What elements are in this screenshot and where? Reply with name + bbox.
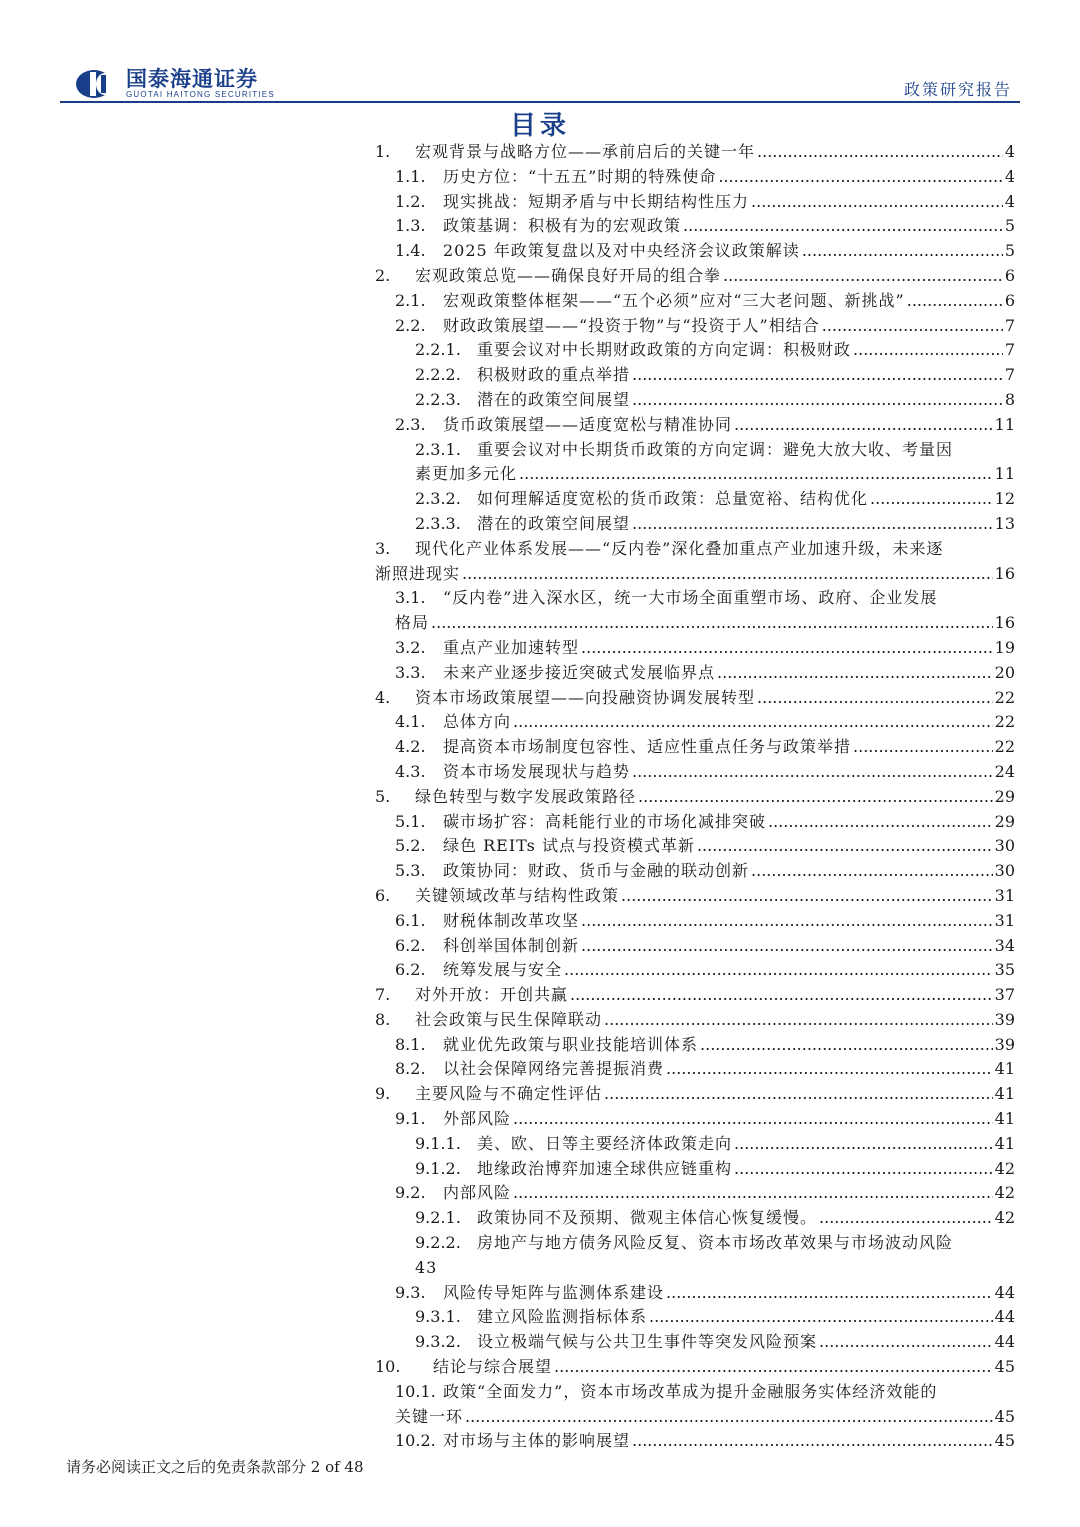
toc-entry[interactable] [375,190,1015,215]
toc-entry-page[interactable]: 22 [994,712,1015,732]
toc-entry-page[interactable]: 4 [1004,142,1015,161]
toc-entry-title[interactable]: 资本市场发展现状与趋势 [443,761,631,781]
toc-entry-number[interactable]: 2.2. [395,315,426,335]
toc-entry-page[interactable]: 29 [994,811,1015,831]
toc-entry-number[interactable]: 5. [375,786,391,806]
toc-leader-dots [462,562,993,587]
toc-entry-title-continued[interactable]: 素更加多元化 [415,464,518,484]
toc-leader-dots [519,462,993,487]
toc-entry-page[interactable]: 44 [994,1332,1015,1352]
toc-entry[interactable] [375,1380,1015,1430]
toc-entry-number[interactable]: 9.1.2. [415,1158,461,1178]
toc-entry[interactable] [375,785,1015,810]
toc-entry[interactable] [375,1305,1015,1330]
toc-entry-title[interactable]: 重点产业加速转型 [443,637,580,657]
toc-entry-page[interactable]: 5 [1004,216,1015,236]
toc-entry[interactable] [375,586,1015,636]
toc-leader-dots [757,686,993,711]
toc-title: 目录 [509,111,570,141]
toc-entry-title[interactable]: 地缘政治博弈加速全球供应链重构 [477,1158,733,1178]
toc-entry-number[interactable]: 9. [375,1084,391,1104]
toc-entry-number[interactable]: 10.1. [395,1381,436,1401]
toc-entry[interactable] [375,239,1015,264]
toc-entry-number[interactable]: 9.3.2. [415,1332,461,1352]
toc-leader-dots [853,735,993,760]
toc-entry-number[interactable]: 9.2. [395,1183,426,1203]
toc-leader-dots [768,810,993,835]
toc-entry[interactable] [375,438,1015,488]
page-footer: 请务必阅读正文之后的免责条款部分 2 of 48 [66,1458,364,1476]
toc-entry-page[interactable]: 7 [1004,365,1015,385]
toc-entry-page[interactable]: 16 [994,563,1015,583]
toc-entry-title[interactable]: 美、欧、日等主要经济体政策走向 [477,1133,733,1153]
toc-entry-page[interactable]: 7 [1004,315,1015,335]
toc-entry-number[interactable]: 9.2.1. [415,1208,461,1228]
toc-leader-dots [666,1281,993,1306]
toc-entry-title[interactable]: 建立风险监测指标体系 [477,1307,648,1327]
toc-entry[interactable] [375,983,1015,1008]
toc-entry[interactable] [375,537,1015,587]
toc-leader-dots [751,190,1003,215]
toc-entry-page[interactable]: 44 [994,1282,1015,1302]
toc-leader-dots [632,388,1003,413]
toc-entry-title[interactable]: 风险传导矩阵与监测体系建设 [443,1282,665,1302]
brand-logo-mark-icon [74,68,118,100]
toc-entry-page[interactable]: 12 [994,489,1015,509]
toc-entry-page[interactable]: 6 [1004,290,1015,310]
toc-leader-dots [632,760,993,785]
toc-leader-dots [604,1008,993,1033]
toc-entry-number[interactable]: 2.1. [395,290,426,310]
toc-entry-number[interactable]: 6.2. [395,960,426,980]
toc-entry-title[interactable]: 财税体制改革攻坚 [443,910,580,930]
toc-entry-title[interactable]: 历史方位：“十五五”时期的特殊使命 [443,166,717,186]
toc-leader-dots [581,909,993,934]
toc-leader-dots [819,1206,993,1231]
toc-leader-dots [802,239,1003,264]
toc-entry-page[interactable]: 45 [994,1357,1015,1377]
report-type-label: 政策研究报告 [903,80,1012,99]
toc-entry-number[interactable]: 2.2.2. [415,365,461,385]
toc-leader-dots [632,512,993,537]
toc-entry-page[interactable]: 16 [994,613,1015,633]
toc-leader-dots [666,1057,993,1082]
brand-logo [74,68,275,100]
toc-entry-number[interactable]: 10. [375,1357,401,1377]
toc-entry-title-continued[interactable]: 渐照进现实 [375,563,461,583]
toc-entry-page[interactable]: 22 [994,737,1015,757]
brand-name-en: GUOTAI HAITONG SECURITIES [126,90,275,99]
toc-leader-dots [564,958,993,983]
toc-leader-dots [822,314,1003,339]
toc-entry-title[interactable]: 绿色 REITs 试点与投资模式革新 [443,836,695,856]
toc-entry-number[interactable]: 2.2.3. [415,389,461,409]
toc-entry-title[interactable]: 政策协同不及预期、微观主体信心恢复缓慢。 [477,1208,818,1228]
toc-entry-page[interactable]: 37 [994,985,1015,1005]
toc-leader-dots [819,1330,993,1355]
toc-entry[interactable] [375,1008,1015,1033]
toc-leader-dots [632,363,1003,388]
toc-entry-page[interactable]: 20 [994,662,1015,682]
toc-entry[interactable] [375,413,1015,438]
toc-leader-dots [734,1157,993,1182]
toc-entry[interactable] [375,810,1015,835]
toc-entry[interactable] [375,1206,1015,1231]
toc-entry-title[interactable]: 宏观背景与战略方位——承前启后的关键一年 [415,142,756,161]
toc-entry[interactable] [375,710,1015,735]
toc-leader-dots [853,338,1003,363]
toc-leader-dots [717,661,993,686]
toc-entry-number[interactable]: 8. [375,1009,391,1029]
toc-entry-title-continued[interactable]: 格局 [395,613,430,633]
toc-entry[interactable] [375,1157,1015,1182]
toc-entry-page[interactable]: 6 [1004,265,1015,285]
toc-entry-title[interactable]: 未来产业逐步接近突破式发展临界点 [443,662,716,682]
toc-entry[interactable] [375,363,1015,388]
toc-entry-title[interactable]: 社会政策与民生保障联动 [415,1009,603,1029]
toc-entry-title[interactable]: 统筹发展与安全 [443,960,563,980]
toc-entry[interactable] [375,338,1015,363]
toc-entry-page[interactable]: 42 [994,1208,1015,1228]
toc-entry[interactable] [375,388,1015,413]
toc-entry-title[interactable]: 内部风险 [443,1183,512,1203]
toc-entry-title[interactable]: 宏观政策总览——确保良好开局的组合拳 [415,265,722,285]
toc-entry-title[interactable]: 设立极端气候与公共卫生事件等突发风险预案 [477,1332,818,1352]
toc-entry-title[interactable]: 对市场与主体的影响展望 [443,1431,631,1451]
toc-entry-title[interactable]: 外部风险 [443,1109,512,1129]
toc-entry-number[interactable]: 9.1. [395,1109,426,1129]
toc-entry[interactable] [375,1231,1015,1281]
toc-entry-page[interactable]: 35 [994,960,1015,980]
toc-entry[interactable] [375,1355,1015,1380]
toc-entry-page[interactable]: 41 [994,1133,1015,1153]
toc-entry-title[interactable]: 现代化产业体系发展——“反内卷”深化叠加重点产业加速升级，未来逐 [415,538,944,558]
toc-entry-number[interactable]: 8.1. [395,1034,426,1054]
toc-entry-title[interactable]: 对外开放：开创共赢 [415,985,569,1005]
toc-entry-number[interactable]: 5.2. [395,836,426,856]
toc-entry-title[interactable]: 房地产与地方债务风险反复、资本市场改革效果与市场波动风险 [477,1233,954,1253]
toc-entry-title[interactable]: 资本市场政策展望——向投融资协调发展转型 [415,687,756,707]
toc-entry[interactable] [375,909,1015,934]
toc-entry-number[interactable]: 2.2.1. [415,340,461,360]
toc-entry-number[interactable]: 2.3.3. [415,513,461,533]
toc-entry-number[interactable]: 3.3. [395,662,426,682]
toc-leader-dots [870,487,993,512]
toc-leader-dots [907,289,1003,314]
toc-leader-dots [513,1181,993,1206]
toc-entry-title[interactable]: 潜在的政策空间展望 [477,513,631,533]
toc-entry-page[interactable]: 11 [994,414,1015,434]
toc-entry-title[interactable]: 主要风险与不确定性评估 [415,1084,603,1104]
toc-entry-number[interactable]: 2.3.2. [415,489,461,509]
toc-entry-page[interactable]: 29 [994,786,1015,806]
toc-entry-number[interactable]: 3.2. [395,637,426,657]
toc-entry-number[interactable]: 4.2. [395,737,426,757]
toc-entry-title[interactable]: 潜在的政策空间展望 [477,389,631,409]
toc-entry-page[interactable]: 7 [1004,340,1015,360]
toc-leader-dots [751,859,993,884]
toc-entry[interactable] [375,884,1015,909]
toc-entry-number[interactable]: 8.2. [395,1059,426,1079]
toc-entry-title-continued[interactable]: 关键一环 [395,1406,464,1426]
toc-entry-number[interactable]: 9.3.1. [415,1307,461,1327]
toc-entry[interactable] [375,289,1015,314]
toc-entry-number[interactable]: 5.3. [395,861,426,881]
toc-entry[interactable] [375,1281,1015,1306]
toc-entry-title[interactable]: 如何理解适度宽松的货币政策：总量宽裕、结构优化 [477,489,869,509]
toc-entry-number[interactable]: 3.1. [395,588,426,608]
toc-entry-title[interactable]: 科创举国体制创新 [443,935,580,955]
header-divider [60,101,1020,103]
toc-entry-page[interactable]: 42 [994,1158,1015,1178]
toc-entry-title[interactable]: 提高资本市场制度包容性、适应性重点任务与政策举措 [443,737,852,757]
toc-leader-dots [734,1132,993,1157]
toc-entry-title[interactable]: 重要会议对中长期货币政策的方向定调：避免大放大收、考量因 [477,439,954,459]
toc-entry-page[interactable]: 8 [1004,389,1015,409]
toc-entry-number[interactable]: 2.3.1. [415,439,461,459]
toc-entry-title[interactable]: 总体方向 [443,712,512,732]
toc-entry-number[interactable]: 1.2. [395,191,426,211]
toc-leader-dots [757,140,1003,165]
toc-entry-number[interactable]: 5.1. [395,811,426,831]
toc-entry[interactable] [375,958,1015,983]
toc-entry-title[interactable]: “反内卷”进入深水区，统一大市场全面重塑市场、政府、企业发展 [443,588,938,608]
toc-entry-title[interactable]: 就业优先政策与职业技能培训体系 [443,1034,699,1054]
toc-entry-title[interactable]: 现实挑战：短期矛盾与中长期结构性压力 [443,191,750,211]
toc-entry[interactable] [375,314,1015,339]
toc-entry-page[interactable]: 34 [994,935,1015,955]
toc-entry-page[interactable]: 41 [994,1109,1015,1129]
toc-entry-number[interactable]: 6.1. [395,910,426,930]
toc-leader-dots [570,983,993,1008]
toc-entry[interactable] [375,686,1015,711]
table-of-contents [375,140,1015,1454]
toc-entry-page[interactable]: 31 [994,910,1015,930]
toc-leader-dots [638,785,993,810]
toc-entry-page[interactable]: 4 [1004,191,1015,211]
toc-leader-dots [700,1033,993,1058]
toc-entry-number[interactable]: 9.2.2. [415,1233,461,1253]
toc-leader-dots [465,1405,993,1430]
toc-entry-page[interactable]: 4 [1004,166,1015,186]
toc-entry[interactable] [375,140,1015,165]
toc-leader-dots [513,1107,993,1132]
toc-leader-dots [513,710,993,735]
toc-entry-number[interactable]: 2.3. [395,414,426,434]
toc-entry[interactable] [375,264,1015,289]
toc-entry-title[interactable]: 积极财政的重点举措 [477,365,631,385]
toc-leader-dots [581,934,993,959]
toc-entry-number[interactable]: 1.1. [395,166,426,186]
toc-leader-dots [734,413,993,438]
toc-entry-title[interactable]: 碳市场扩容：高耗能行业的市场化减排突破 [443,811,767,831]
toc-entry-number[interactable]: 1. [375,142,391,161]
page-header [0,0,1080,104]
toc-entry-number[interactable]: 6. [375,885,391,905]
toc-entry-title[interactable]: 政策基调：积极有为的宏观政策 [443,216,682,236]
toc-leader-dots [621,884,993,909]
toc-entry[interactable] [375,636,1015,661]
toc-entry-number[interactable]: 2. [375,265,391,285]
toc-entry-page[interactable]: 31 [994,885,1015,905]
toc-leader-dots [697,834,993,859]
toc-entry-page[interactable]: 11 [994,464,1015,484]
toc-entry-page[interactable]: 22 [994,687,1015,707]
toc-entry-number[interactable]: 4.1. [395,712,426,732]
toc-entry-number[interactable]: 9.1.1. [415,1133,461,1153]
toc-entry-number[interactable]: 1.4. [395,241,426,261]
toc-entry[interactable] [375,214,1015,239]
toc-entry-title[interactable]: 关键领域改革与结构性政策 [415,885,620,905]
toc-entry-title[interactable]: 2025 年政策复盘以及对中央经济会议政策解读 [443,241,800,261]
toc-entry-page[interactable]: 30 [994,861,1015,881]
toc-entry-title-continued[interactable]: 43 [415,1257,438,1277]
toc-entry[interactable] [375,487,1015,512]
toc-entry-page[interactable]: 41 [994,1059,1015,1079]
toc-leader-dots [581,636,993,661]
toc-entry-title[interactable]: 重要会议对中长期财政政策的方向定调：积极财政 [477,340,852,360]
toc-entry[interactable] [375,661,1015,686]
toc-entry-title[interactable]: 财政政策展望——“投资于物”与“投资于人”相结合 [443,315,820,335]
brand-name-cn: 国泰海通证券 [126,67,258,91]
toc-entry[interactable] [375,1082,1015,1107]
toc-entry[interactable] [375,1181,1015,1206]
toc-entry-number[interactable]: 6.2. [395,935,426,955]
toc-entry-title[interactable]: 宏观政策整体框架——“五个必须”应对“三大老问题、新挑战” [443,290,905,310]
toc-entry-number[interactable]: 7. [375,985,391,1005]
toc-entry[interactable] [375,735,1015,760]
toc-entry[interactable] [375,834,1015,859]
toc-leader-dots [649,1305,993,1330]
toc-entry-title[interactable]: 政策“全面发力”，资本市场改革成为提升金融服务实体经济效能的 [443,1381,938,1401]
toc-entry-page[interactable]: 41 [994,1084,1015,1104]
toc-entry-number[interactable]: 1.3. [395,216,426,236]
toc-entry[interactable] [375,1033,1015,1058]
toc-leader-dots [718,165,1002,190]
toc-entry[interactable] [375,934,1015,959]
toc-entry-page[interactable]: 13 [994,513,1015,533]
toc-entry-page[interactable]: 19 [994,637,1015,657]
toc-entry-title[interactable]: 绿色转型与数字发展政策路径 [415,786,637,806]
toc-entry[interactable] [375,1107,1015,1132]
toc-entry[interactable] [375,1132,1015,1157]
toc-entry[interactable] [375,859,1015,884]
toc-entry-number[interactable]: 4.3. [395,761,426,781]
toc-entry[interactable] [375,1330,1015,1355]
toc-leader-dots [431,611,993,636]
toc-entry-title[interactable]: 政策协同：财政、货币与金融的联动创新 [443,861,750,881]
toc-entry-number[interactable]: 9.3. [395,1282,426,1302]
toc-entry[interactable] [375,165,1015,190]
toc-entry-number[interactable]: 3. [375,538,391,558]
toc-entry-page[interactable]: 45 [994,1431,1015,1451]
toc-leader-dots [554,1355,993,1380]
toc-leader-dots [632,1429,993,1454]
toc-entry-page[interactable]: 30 [994,836,1015,856]
toc-leader-dots [604,1082,993,1107]
toc-entry-title[interactable]: 货币政策展望——适度宽松与精准协同 [443,414,733,434]
toc-entry-number[interactable]: 10.2. [395,1431,436,1451]
toc-entry-page[interactable]: 5 [1004,241,1015,261]
toc-entry-page[interactable]: 44 [994,1307,1015,1327]
toc-entry-page[interactable]: 45 [994,1406,1015,1426]
toc-entry[interactable] [375,512,1015,537]
toc-entry-title[interactable]: 以社会保障网络完善提振消费 [443,1059,665,1079]
toc-entry-page[interactable]: 39 [994,1034,1015,1054]
toc-entry-page[interactable]: 24 [994,761,1015,781]
toc-entry[interactable] [375,1057,1015,1082]
toc-entry-page[interactable]: 42 [994,1183,1015,1203]
toc-entry[interactable] [375,760,1015,785]
toc-entry-title[interactable]: 结论与综合展望 [433,1357,553,1377]
toc-entry-page[interactable]: 39 [994,1009,1015,1029]
toc-leader-dots [683,214,1003,239]
toc-leader-dots [723,264,1003,289]
toc-entry-number[interactable]: 4. [375,687,391,707]
toc-entry[interactable] [375,1429,1015,1454]
